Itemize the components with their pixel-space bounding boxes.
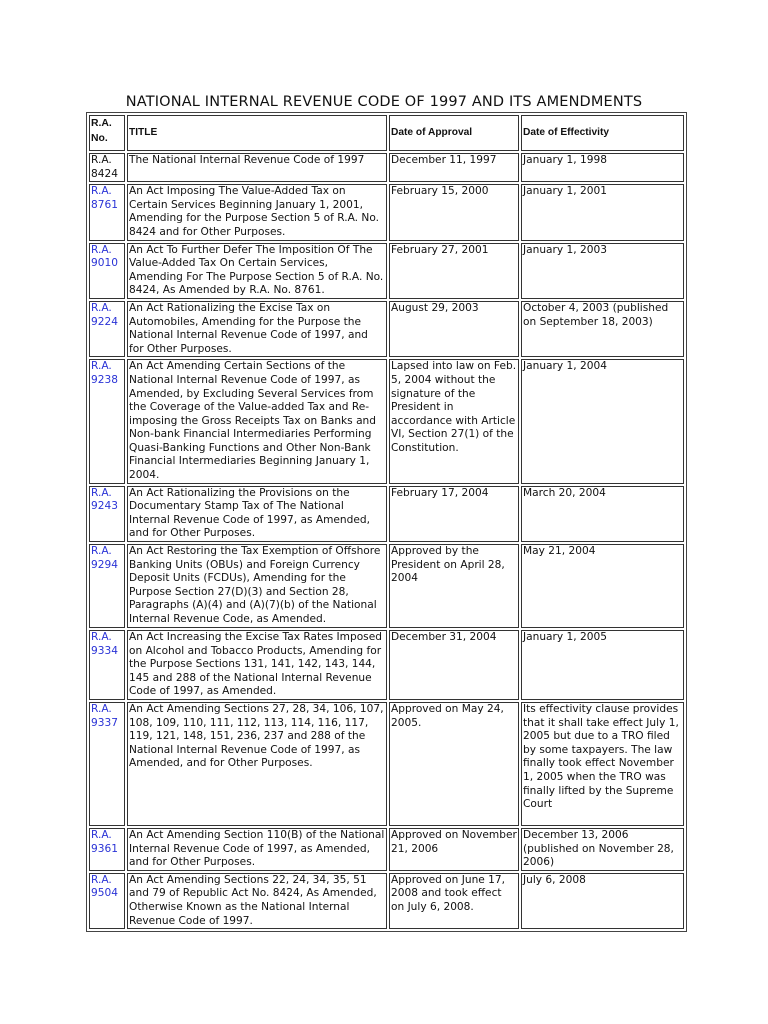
act-title: An Act Restoring the Tax Exemption of Offshore Banking Units (OBUs) and Foreign Currency Deposit Units (FCDUs), Amending for the Purpose Section 27(D)(3) and Section 28, Paragraphs (A)(4) and (A)(7)(b) of the National Internal Revenue Code, as Amended.	[127, 544, 387, 628]
date-of-approval: February 17, 2004	[389, 486, 519, 542]
date-of-effectivity: January 1, 2004	[521, 359, 684, 483]
ra-number-link[interactable]: R.A. 9238	[89, 359, 125, 483]
act-title: An Act Rationalizing the Provisions on the Documentary Stamp Tax of The National Internal Revenue Code of 1997, as Amended, and for Other Purposes.	[127, 486, 387, 542]
date-of-approval: Approved on June 17, 2008 and took effect on July 6, 2008.	[389, 873, 519, 929]
act-title: An Act Amending Section 110(B) of the National Internal Revenue Code of 1997, as Amended, and for Other Purposes.	[127, 828, 387, 871]
ra-number-link[interactable]: R.A. 9334	[89, 630, 125, 700]
date-of-effectivity: January 1, 2003	[521, 243, 684, 299]
date-of-effectivity: December 13, 2006 (published on November 28, 2006)	[521, 828, 684, 871]
table-row	[89, 873, 684, 929]
act-title: An Act Rationalizing the Excise Tax on Automobiles, Amending for the Purpose the National Internal Revenue Code of 1997, and for Other Purposes.	[127, 301, 387, 357]
ra-number-link[interactable]: R.A. 9010	[89, 243, 125, 299]
ra-number-link[interactable]: R.A. 9224	[89, 301, 125, 357]
header-date-of-approval: Date of Approval	[389, 115, 519, 151]
date-of-approval: Approved on May 24, 2005.	[389, 702, 519, 826]
act-title: An Act Amending Certain Sections of the National Internal Revenue Code of 1997, as Amended, by Excluding Several Services from the Coverage of the Value-added Tax and Re-imposing the Gross Receipts Tax on Banks and Non-bank Financial Intermediaries Performing Quasi-Banking Functions and Other Non-Bank Financial Intermediaries Beginning January 1, 2004.	[127, 359, 387, 483]
ra-number: R.A. 8424	[89, 153, 125, 182]
date-of-approval: February 27, 2001	[389, 243, 519, 299]
table-row	[89, 184, 684, 240]
date-of-effectivity: March 20, 2004	[521, 486, 684, 542]
table-row	[89, 359, 684, 483]
date-of-approval: Approved on November 21, 2006	[389, 828, 519, 871]
ra-number-link[interactable]: R.A. 9337	[89, 702, 125, 826]
ra-number-link[interactable]: R.A. 8761	[89, 184, 125, 240]
date-of-approval: August 29, 2003	[389, 301, 519, 357]
act-title: An Act Imposing The Value-Added Tax on Certain Services Beginning January 1, 2001, Amending for the Purpose Section 5 of R.A. No. 8424 and for Other Purposes.	[127, 184, 387, 240]
date-of-effectivity: May 21, 2004	[521, 544, 684, 628]
date-of-effectivity: July 6, 2008	[521, 873, 684, 929]
table-row	[89, 486, 684, 542]
act-title: An Act Increasing the Excise Tax Rates Imposed on Alcohol and Tobacco Products, Amending for the Purpose Sections 131, 141, 142, 143, 144, 145 and 288 of the National Internal Revenue Code of 1997, as Amended.	[127, 630, 387, 700]
header-title: TITLE	[127, 115, 387, 151]
act-title: An Act Amending Sections 27, 28, 34, 106, 107, 108, 109, 110, 111, 112, 113, 114, 116, 117, 119, 121, 148, 151, 236, 237 and 288 of the National Internal Revenue Code of 1997, as Amended, and for Other Purposes.	[127, 702, 387, 826]
table-row	[89, 630, 684, 700]
table-header-row	[89, 115, 684, 151]
date-of-effectivity: January 1, 2005	[521, 630, 684, 700]
amendments-table	[86, 112, 687, 932]
act-title: The National Internal Revenue Code of 1997	[127, 153, 387, 182]
page-title: NATIONAL INTERNAL REVENUE CODE OF 1997 AND ITS AMENDMENTS	[125, 94, 643, 110]
ra-number-link[interactable]: R.A. 9294	[89, 544, 125, 628]
date-of-approval: February 15, 2000	[389, 184, 519, 240]
act-title: An Act Amending Sections 22, 24, 34, 35, 51 and 79 of Republic Act No. 8424, As Amended, Otherwise Known as the National Internal Revenue Code of 1997.	[127, 873, 387, 929]
ra-number-link[interactable]: R.A. 9243	[89, 486, 125, 542]
table-row	[89, 243, 684, 299]
date-of-effectivity: January 1, 1998	[521, 153, 684, 182]
ra-number-link[interactable]: R.A. 9504	[89, 873, 125, 929]
act-title: An Act To Further Defer The Imposition Of The Value-Added Tax On Certain Services, Amending For The Purpose Section 5 of R.A. No. 8424, As Amended by R.A. No. 8761.	[127, 243, 387, 299]
date-of-approval: Lapsed into law on Feb. 5, 2004 without the signature of the President in accordance with Article VI, Section 27(1) of the Constitution.	[389, 359, 519, 483]
table-row	[89, 301, 684, 357]
date-of-effectivity: October 4, 2003 (published on September 18, 2003)	[521, 301, 684, 357]
table-row	[89, 702, 684, 826]
table-row	[89, 544, 684, 628]
header-ra-no: R.A. No.	[89, 115, 125, 151]
date-of-approval: December 31, 2004	[389, 630, 519, 700]
date-of-effectivity: January 1, 2001	[521, 184, 684, 240]
date-of-effectivity: Its effectivity clause provides that it shall take effect July 1, 2005 but due to a TRO filed by some taxpayers. The law finally took effect November 1, 2005 when the TRO was finally lifted by the Supreme Court	[521, 702, 684, 826]
date-of-approval: December 11, 1997	[389, 153, 519, 182]
table-row	[89, 153, 684, 182]
date-of-approval: Approved by the President on April 28, 2004	[389, 544, 519, 628]
ra-number-link[interactable]: R.A. 9361	[89, 828, 125, 871]
header-date-of-effectivity: Date of Effectivity	[521, 115, 684, 151]
table-row	[89, 828, 684, 871]
